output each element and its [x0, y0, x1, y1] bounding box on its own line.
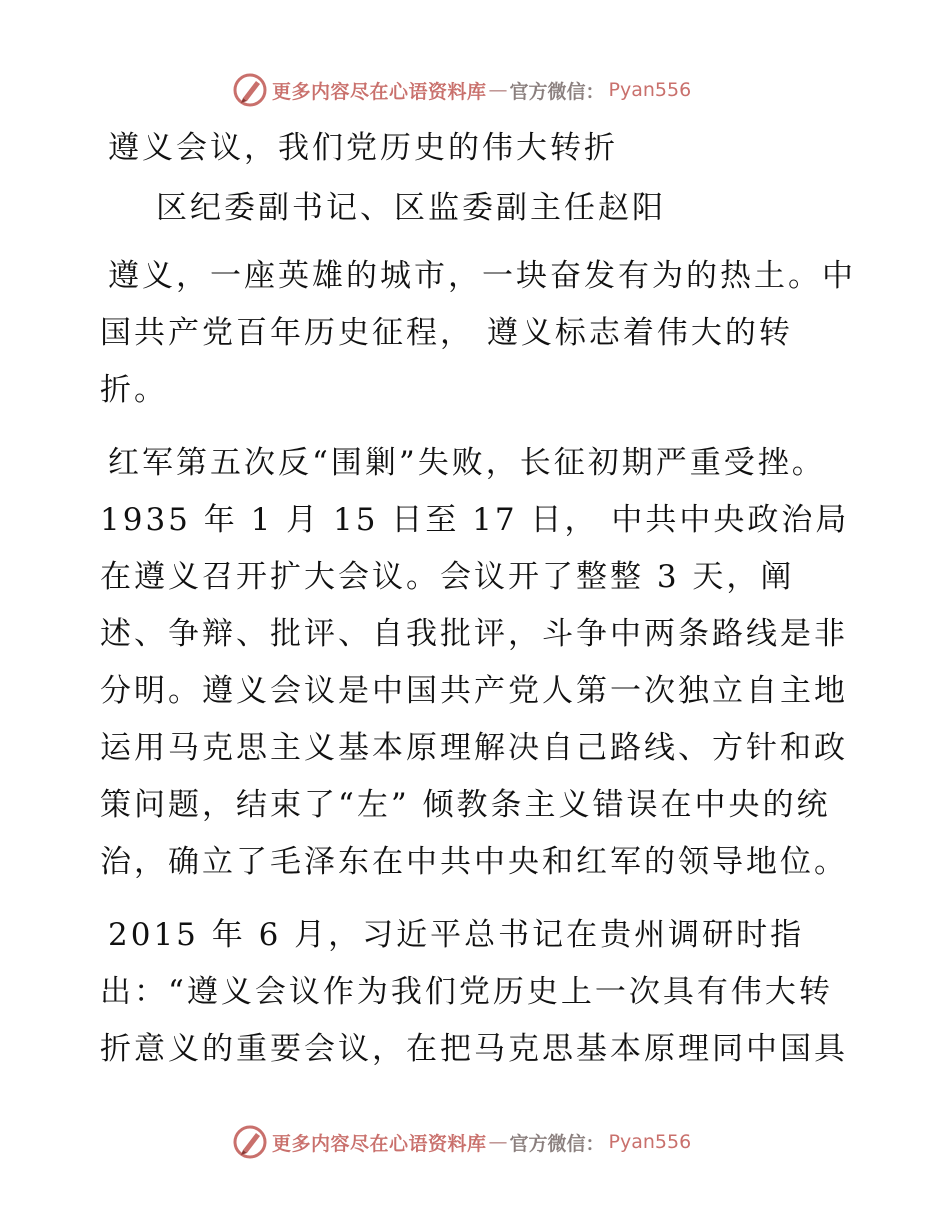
- document-title: 遵义会议，我们党历史的伟大转折: [108, 130, 618, 166]
- document-byline: 区纪委副书记、区监委副主任赵阳: [156, 190, 666, 226]
- watermark-separator: —: [488, 79, 508, 101]
- watermark-header: [232, 72, 691, 108]
- watermark-account-id: Pyan556: [608, 79, 692, 101]
- watermark-separator: —: [488, 1131, 508, 1153]
- paragraph: 2015 年 6 月，习近平总书记在贵州调研时指出：“遵义会议作为我们党历史上一次具有伟大转折意义的重要会议，在把马克思基本原理同中国具: [100, 917, 848, 1067]
- pen-logo-icon: [232, 1124, 268, 1160]
- watermark-text: 更多内容尽在心语资料库: [272, 1132, 487, 1155]
- paragraph: 红军第五次反“围剿”失败，长征初期严重受挫。1935 年 1 月 15 日至 17 日， 中共中央政治局在遵义召开扩大会议。会议开了整整 3 天，阐述、争辩、批评、自我批评，斗争中两条路线是非分明。遵义会议是中国共产党人第一次独立自主地运用马克思主义基本原理解决自己路线、方针和政策问题，结束了“左” 倾教条主义错误在中央的统治，确立了毛泽东在中共中央和红军的领导地位。: [100, 445, 850, 880]
- watermark-account-label: 官方微信：: [509, 80, 605, 103]
- watermark-account-id: Pyan556: [608, 1131, 692, 1153]
- watermark-account-label: 官方微信：: [509, 1132, 605, 1155]
- document-body: [100, 124, 860, 1094]
- paragraph: 遵义，一座英雄的城市，一块奋发有为的热土。中国共产党百年历史征程， 遵义标志着伟大的转折。: [100, 258, 856, 408]
- watermark-footer: [232, 1124, 691, 1160]
- pen-logo-icon: [232, 72, 268, 108]
- watermark-text: 更多内容尽在心语资料库: [272, 80, 487, 103]
